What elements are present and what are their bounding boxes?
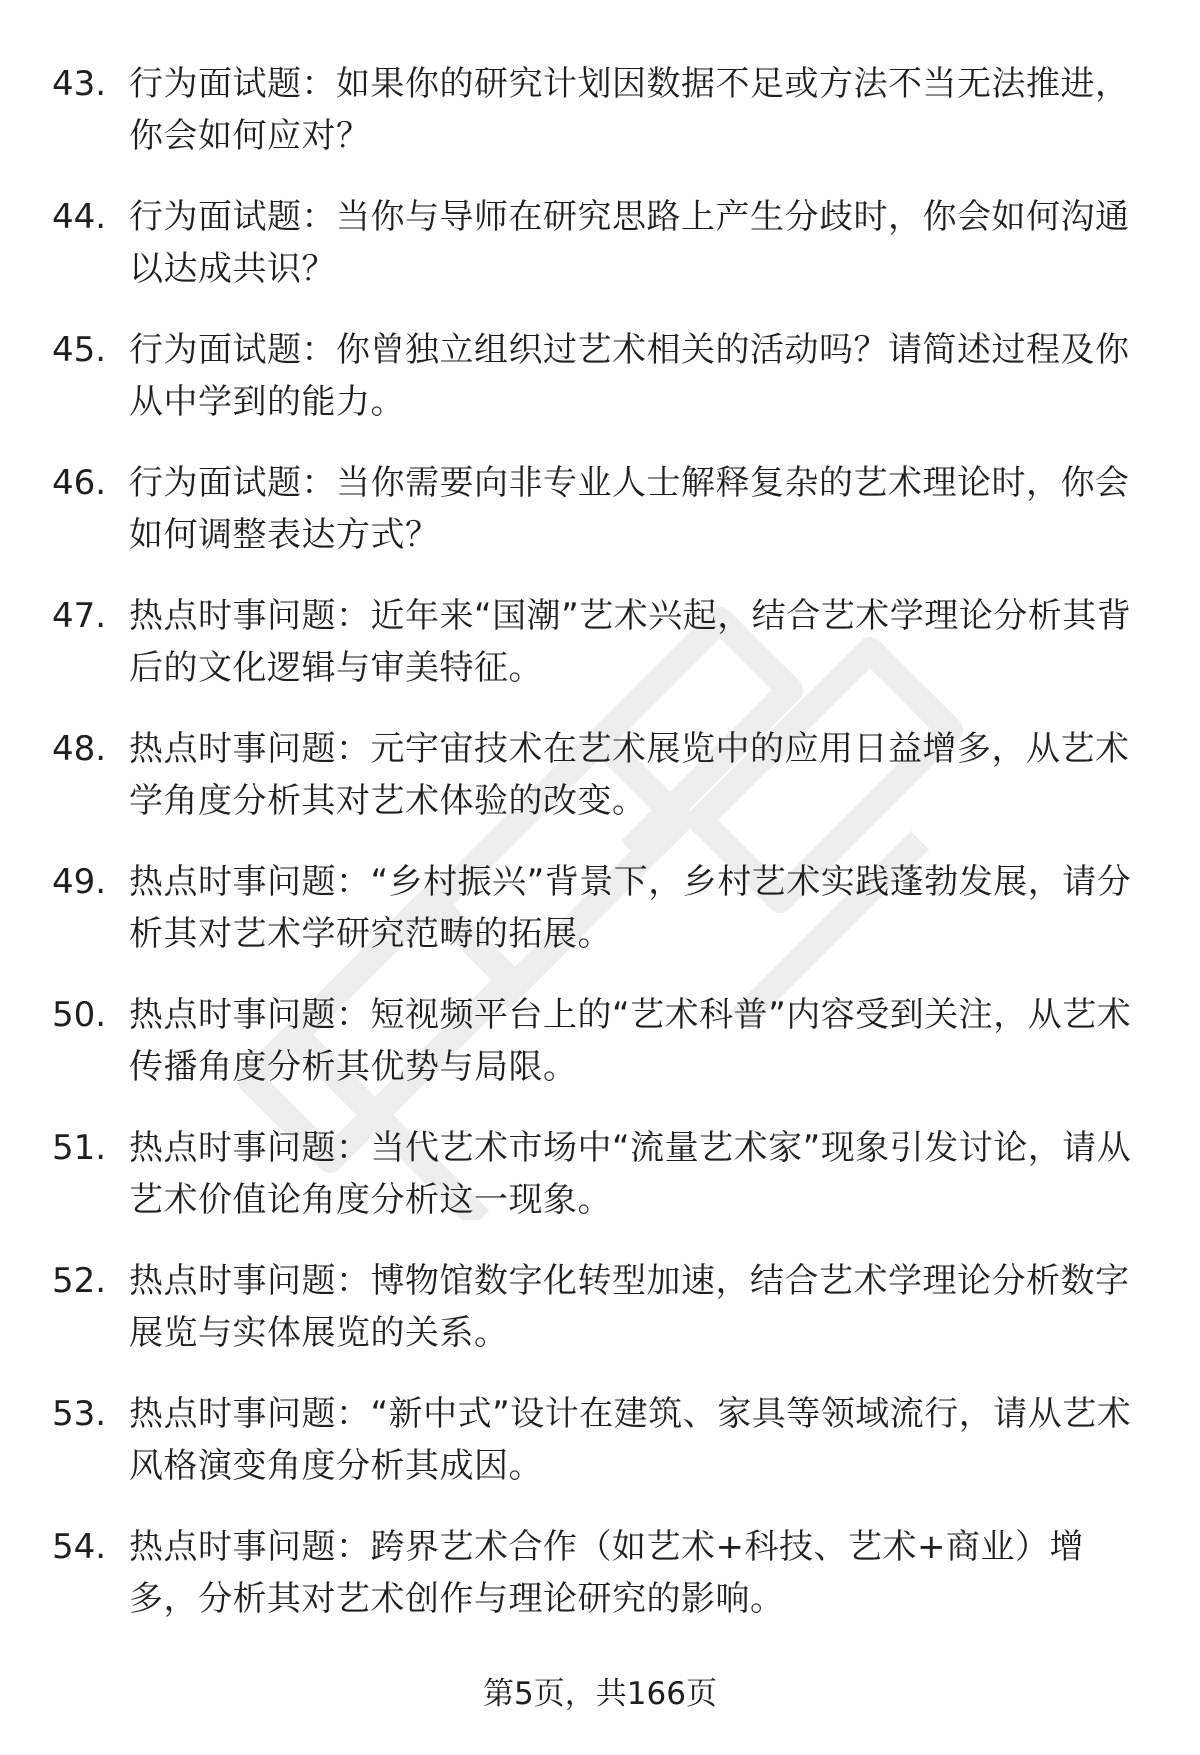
question-number: 53. — [52, 1394, 107, 1434]
question-number: 51. — [52, 1128, 107, 1168]
question-number: 46. — [52, 463, 107, 503]
question-item — [0, 1388, 1200, 1521]
question-text: 行为面试题：如果你的研究计划因数据不足或方法不当无法推进，你会如何应对？ — [129, 64, 1130, 156]
question-number: 47. — [52, 596, 107, 636]
question-item — [0, 58, 1200, 191]
question-number: 45. — [52, 330, 107, 370]
question-item — [0, 590, 1200, 723]
question-text: 热点时事问题：博物馆数字化转型加速，结合艺术学理论分析数字展览与实体展览的关系。 — [129, 1261, 1130, 1353]
question-text: 行为面试题：你曾独立组织过艺术相关的活动吗？请简述过程及你从中学到的能力。 — [129, 330, 1130, 422]
question-item — [0, 723, 1200, 856]
question-number: 54. — [52, 1527, 107, 1567]
question-item — [0, 324, 1200, 457]
question-item — [0, 1255, 1200, 1388]
page-number-footer: 第5页，共166页 — [483, 1676, 717, 1712]
question-number: 50. — [52, 995, 107, 1035]
question-number: 49. — [52, 862, 107, 902]
question-item — [0, 989, 1200, 1122]
question-item — [0, 457, 1200, 590]
question-item — [0, 1521, 1200, 1654]
question-text: 热点时事问题：当代艺术市场中“流量艺术家”现象引发讨论，请从艺术价值论角度分析这一现象。 — [129, 1128, 1132, 1220]
question-number: 43. — [52, 64, 107, 104]
question-text: 热点时事问题：跨界艺术合作（如艺术+科技、艺术+商业）增多，分析其对艺术创作与理论研究的影响。 — [129, 1527, 1084, 1619]
question-text: 热点时事问题：短视频平台上的“艺术科普”内容受到关注，从艺术传播角度分析其优势与局限。 — [129, 995, 1132, 1087]
question-text: 热点时事问题：“乡村振兴”背景下，乡村艺术实践蓬勃发展，请分析其对艺术学研究范畴的拓展。 — [129, 862, 1132, 954]
question-list — [0, 58, 1200, 1654]
question-text: 行为面试题：当你与导师在研究思路上产生分歧时，你会如何沟通以达成共识？ — [129, 197, 1130, 289]
question-text: 热点时事问题：“新中式”设计在建筑、家具等领域流行，请从艺术风格演变角度分析其成因。 — [129, 1394, 1132, 1486]
question-number: 52. — [52, 1261, 107, 1301]
question-item — [0, 1122, 1200, 1255]
question-item — [0, 191, 1200, 324]
question-number: 48. — [52, 729, 107, 769]
question-item — [0, 856, 1200, 989]
question-text: 行为面试题：当你需要向非专业人士解释复杂的艺术理论时，你会如何调整表达方式？ — [129, 463, 1130, 555]
question-text: 热点时事问题：元宇宙技术在艺术展览中的应用日益增多，从艺术学角度分析其对艺术体验的改变。 — [129, 729, 1130, 821]
question-text: 热点时事问题：近年来“国潮”艺术兴起，结合艺术学理论分析其背后的文化逻辑与审美特征。 — [129, 596, 1132, 688]
question-number: 44. — [52, 197, 107, 237]
